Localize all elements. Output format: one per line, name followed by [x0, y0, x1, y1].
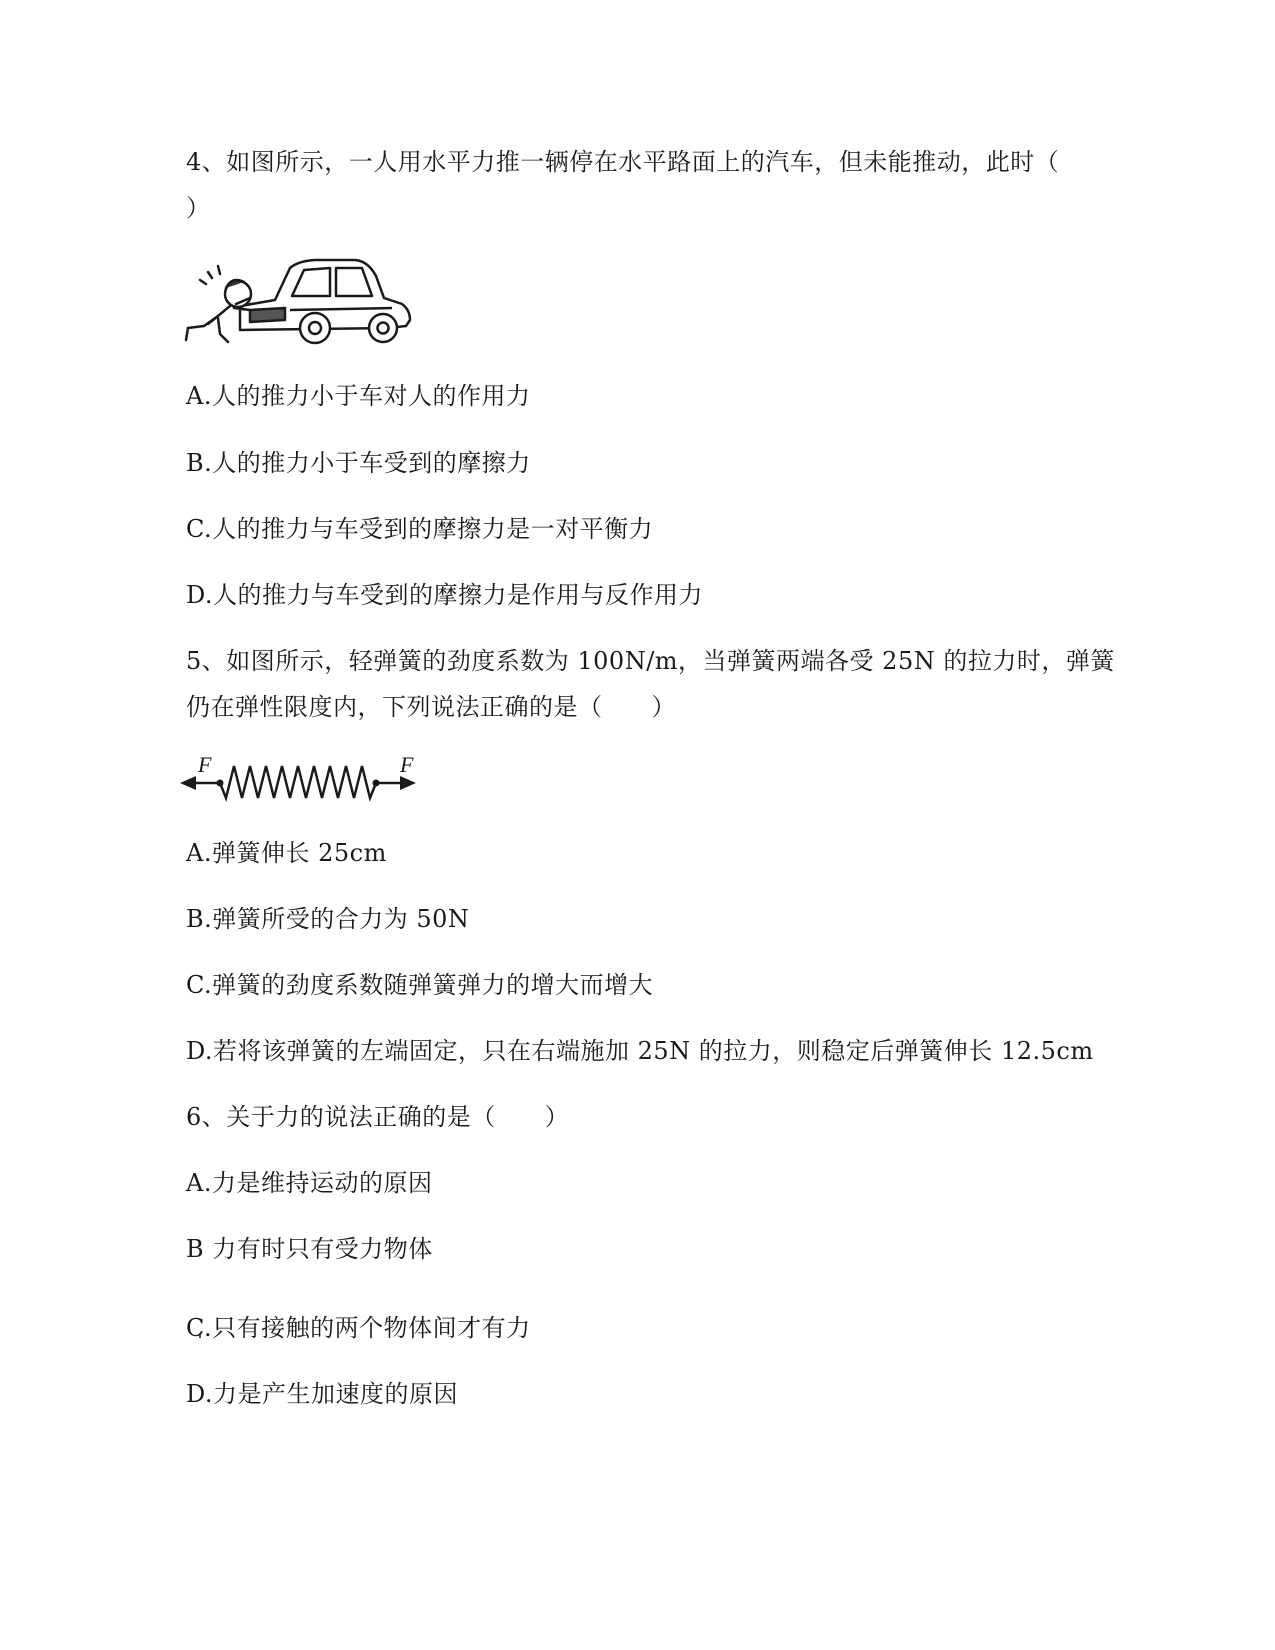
question-6-option-d: D.力是产生加速度的原因 — [186, 1380, 459, 1408]
question-6-stem: 6、关于力的说法正确的是（ ） — [186, 1103, 570, 1131]
spring-with-forces-figure — [178, 752, 423, 808]
question-4-option-d: D.人的推力与车受到的摩擦力是作用与反作用力 — [186, 581, 704, 609]
question-5-stem-line2: 仍在弹性限度内，下列说法正确的是（ ） — [186, 693, 676, 721]
left-force-label: F — [198, 752, 212, 777]
left-end-dot — [217, 780, 224, 787]
question-4-option-b: B.人的推力小于车受到的摩擦力 — [186, 449, 531, 477]
question-6-option-a: A.力是维持运动的原因 — [186, 1169, 433, 1197]
right-end-dot — [373, 780, 380, 787]
right-arrowhead — [400, 776, 416, 790]
car-icon — [240, 260, 410, 343]
right-force-label: F — [400, 752, 414, 777]
question-6-option-c: C.只有接触的两个物体间才有力 — [186, 1314, 531, 1342]
question-5-option-b: B.弹簧所受的合力为 50N — [186, 905, 470, 933]
question-4-stem-line1: 4、如图所示，一人用水平力推一辆停在水平路面上的汽车，但未能推动，此时（ — [186, 148, 1060, 176]
spring-coil — [220, 766, 376, 798]
question-4-option-c: C.人的推力与车受到的摩擦力是一对平衡力 — [186, 515, 654, 543]
question-4-option-a: A.人的推力小于车对人的作用力 — [186, 382, 531, 410]
question-5-option-c: C.弹簧的劲度系数随弹簧弹力的增大而增大 — [186, 971, 654, 999]
left-arrowhead — [180, 776, 196, 790]
question-5-option-d: D.若将该弹簧的左端固定，只在右端施加 25N 的拉力，则稳定后弹簧伸长 12.5cm — [186, 1037, 1094, 1065]
question-4-stem-line2: ） — [186, 194, 211, 222]
question-5-stem-line1: 5、如图所示，轻弹簧的劲度系数为 100N/m，当弹簧两端各受 25N 的拉力时，弹簧 — [186, 647, 1115, 675]
question-6-option-b: B 力有时只有受力物体 — [186, 1235, 433, 1263]
person-pushing-car-figure — [180, 254, 415, 352]
question-5-option-a: A.弹簧伸长 25cm — [186, 839, 387, 867]
